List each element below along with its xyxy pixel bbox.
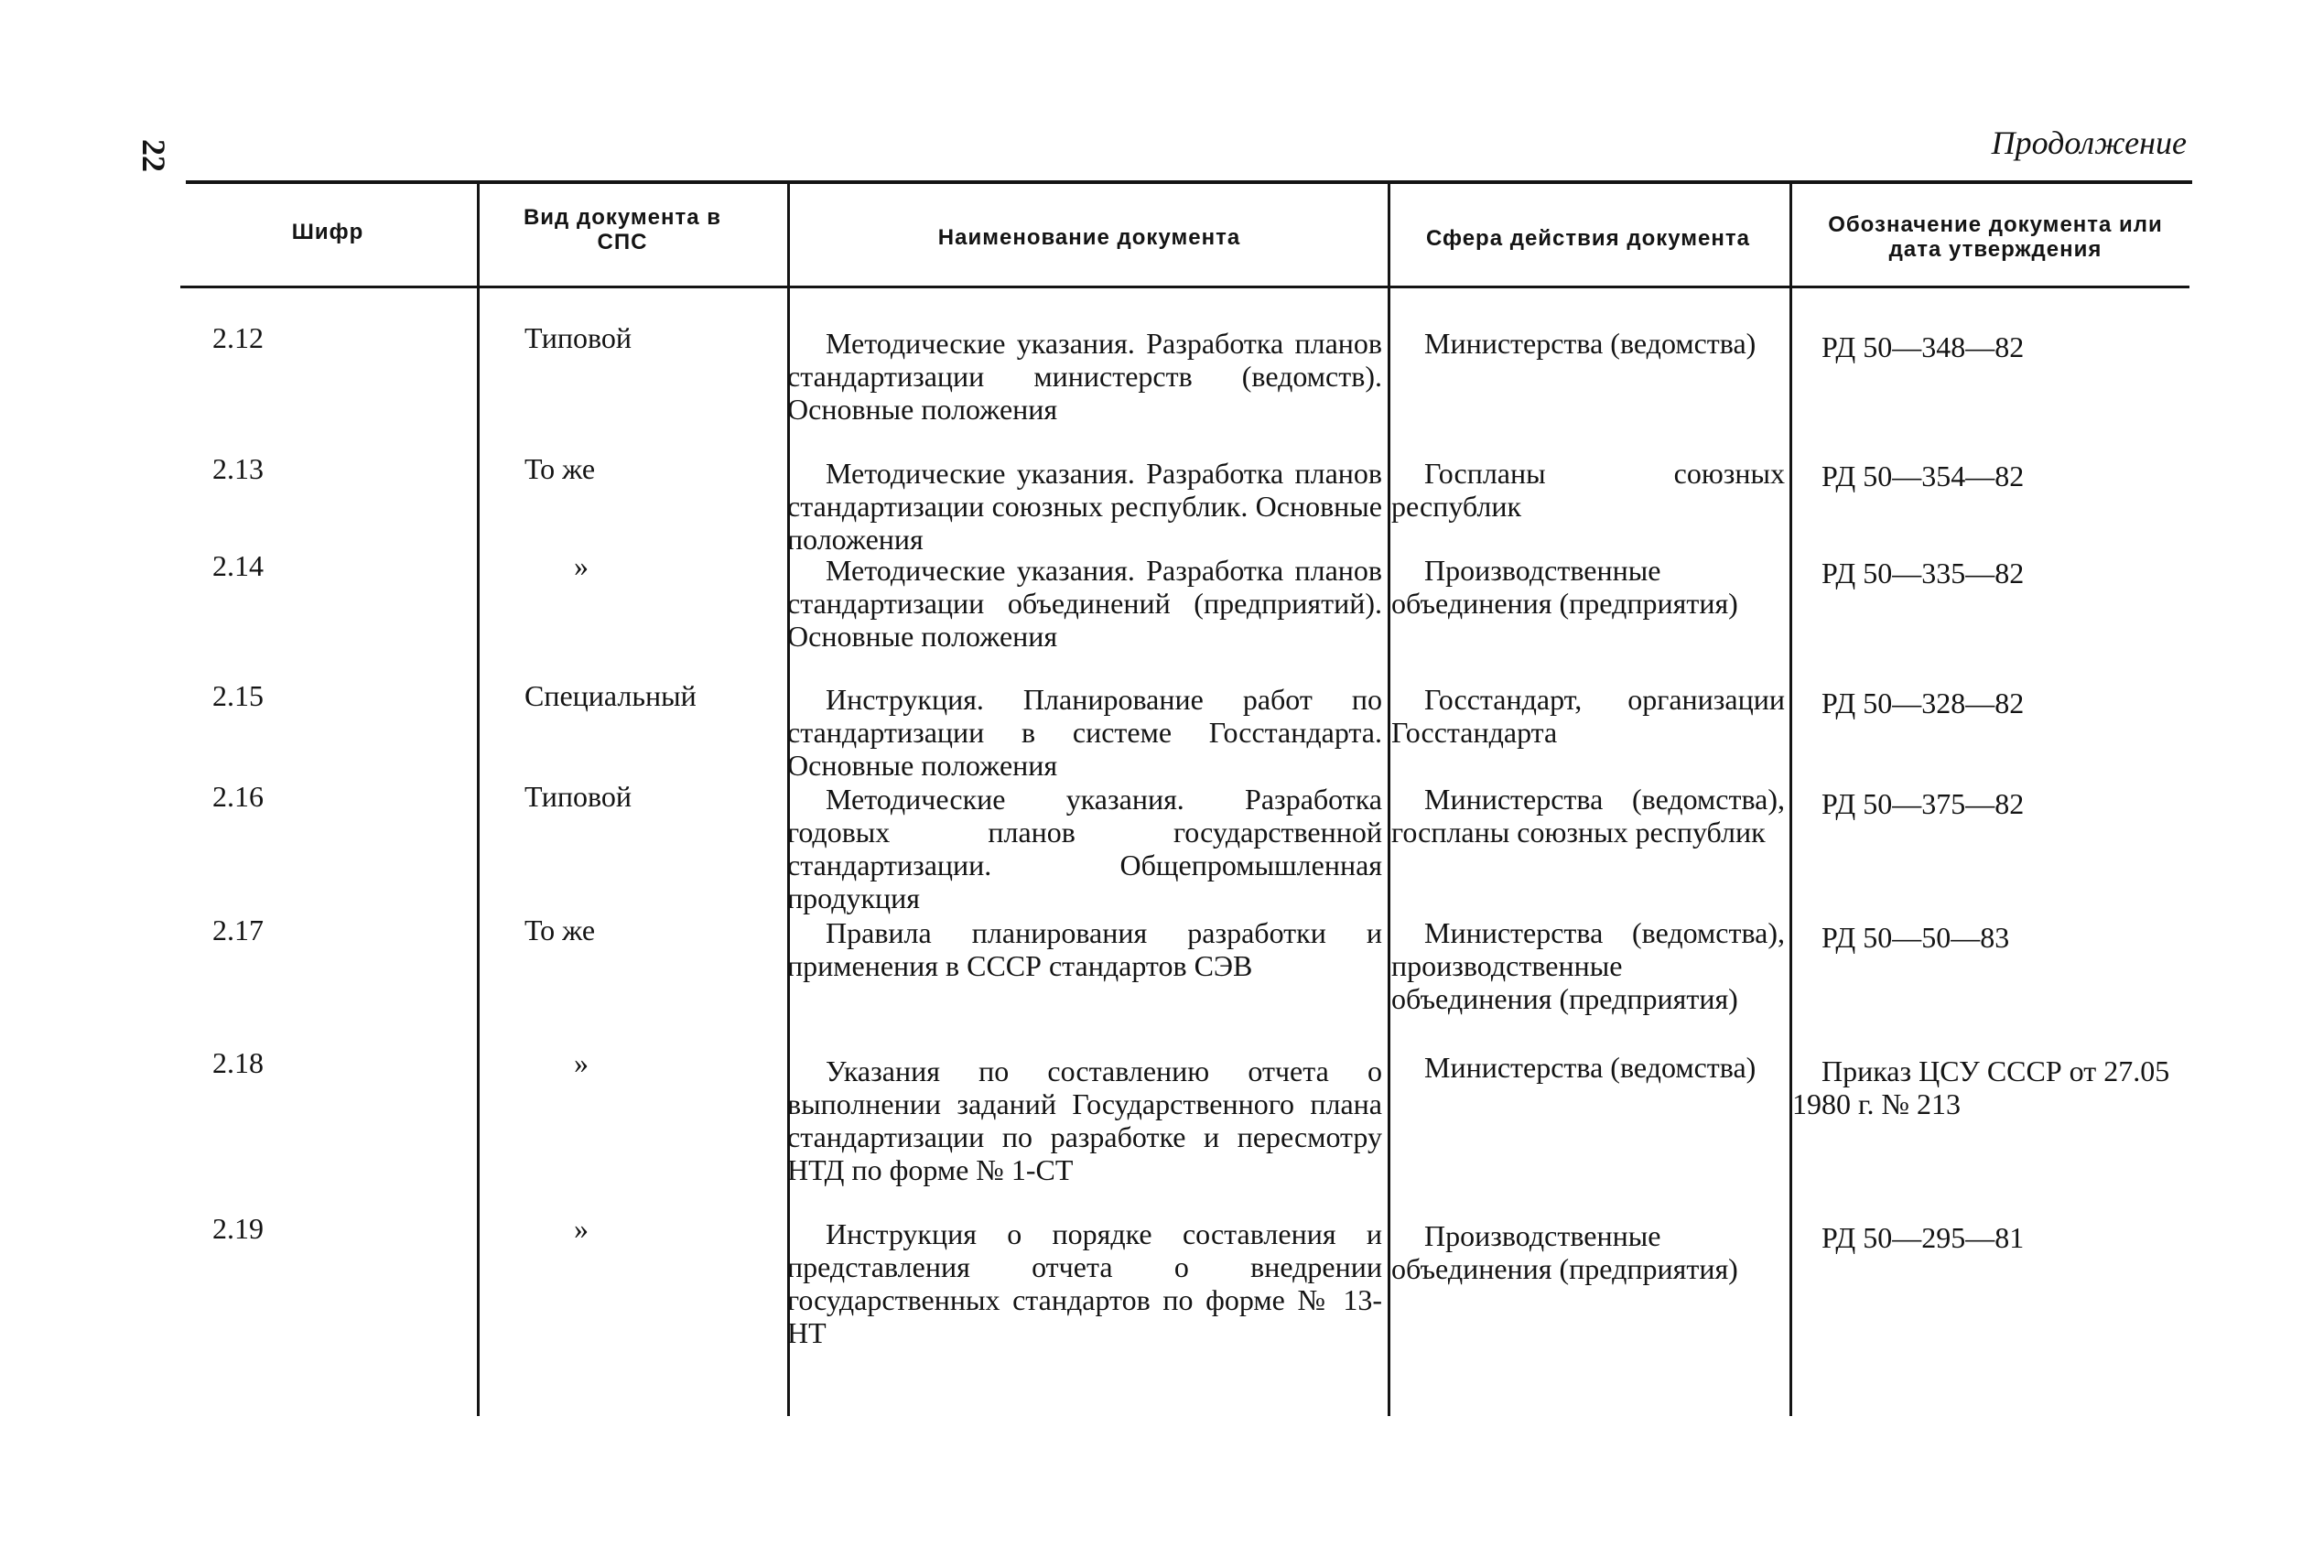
row-name: Методические указания. Разработка планов стандартизации союзных республик. Основные положения — [787, 457, 1382, 556]
row-code: 2.19 — [212, 1212, 264, 1245]
row-scope: Министерства (ведомства), госпланы союзных республик — [1391, 783, 1785, 849]
row-kind: » — [574, 1046, 589, 1079]
row-name: Инструкция о порядке составления и представления отчета о внедрении государственных стандартов по форме № 13-НТ — [787, 1217, 1382, 1349]
row-designation: РД 50—50—83 — [1821, 921, 2010, 954]
page-number: 22 — [135, 139, 172, 172]
row-scope: Госстандарт, организации Госстандарта — [1391, 683, 1785, 749]
column-divider-3 — [1388, 180, 1390, 1416]
row-scope: Министерства (ведомства) — [1424, 327, 1757, 360]
header-name: Наименование документа — [937, 225, 1241, 250]
column-divider-1 — [477, 180, 480, 1416]
row-kind: Типовой — [524, 321, 632, 354]
row-scope: Министерства (ведомства), производственные объединения (предприятия) — [1391, 916, 1785, 1015]
row-scope: Госпланы союзных республик — [1391, 457, 1785, 523]
row-name: Правила планирования разработки и применения в СССР стандартов СЭВ — [787, 916, 1382, 982]
header-code: Шифр — [291, 220, 364, 244]
row-designation: РД 50—328—82 — [1821, 687, 2025, 719]
row-kind: То же — [524, 452, 596, 485]
row-designation: РД 50—375—82 — [1821, 787, 2025, 820]
header-scope: Сфера действия документа — [1426, 226, 1750, 251]
row-code: 2.12 — [212, 321, 264, 354]
header-bottom-rule — [180, 286, 2189, 288]
table-top-rule — [186, 180, 2192, 184]
row-code: 2.16 — [212, 780, 264, 813]
row-code: 2.17 — [212, 914, 264, 946]
row-kind: » — [574, 549, 589, 582]
row-name: Методические указания. Разработка планов стандартизации министерств (ведомств). Основные положения — [787, 327, 1382, 426]
row-scope: Министерства (ведомства) — [1424, 1051, 1757, 1084]
row-designation: РД 50—348—82 — [1821, 330, 2025, 363]
row-designation: РД 50—295—81 — [1821, 1221, 2025, 1254]
row-name: Инструкция. Планирование работ по стандартизации в системе Госстандарта. Основные положения — [787, 683, 1382, 782]
row-kind: » — [574, 1212, 589, 1245]
row-code: 2.14 — [212, 549, 264, 582]
row-code: 2.18 — [212, 1046, 264, 1079]
column-divider-4 — [1789, 180, 1792, 1416]
row-code: 2.15 — [212, 679, 264, 712]
row-name: Методические указания. Разработка годовых планов государственной стандартизации. Общепромышленная продукция — [787, 783, 1382, 914]
row-designation: РД 50—335—82 — [1821, 557, 2025, 589]
row-designation: РД 50—354—82 — [1821, 460, 2025, 492]
header-designation: Обозначение документа или дата утверждения — [1828, 212, 2163, 262]
row-name: Указания по составлению отчета о выполнении заданий Государственного плана стандартизации по разработке и пересмотру НТД по форме № 1-СТ — [787, 1054, 1382, 1186]
row-scope: Производственные объединения (предприятия) — [1391, 554, 1738, 620]
row-scope: Производственные объединения (предприятия) — [1391, 1219, 1738, 1285]
row-kind: То же — [524, 914, 596, 946]
header-kind: Вид документа в СПС — [523, 205, 722, 254]
row-name: Методические указания. Разработка планов стандартизации объединений (предприятий). Основные положения — [787, 554, 1382, 653]
row-designation: Приказ ЦСУ СССР от 27.05 1980 г. № 213 — [1792, 1054, 2170, 1120]
row-kind: Специальный — [524, 679, 697, 712]
row-kind: Типовой — [524, 780, 632, 813]
continuation-label: Продолжение — [1991, 124, 2187, 161]
row-code: 2.13 — [212, 452, 264, 485]
